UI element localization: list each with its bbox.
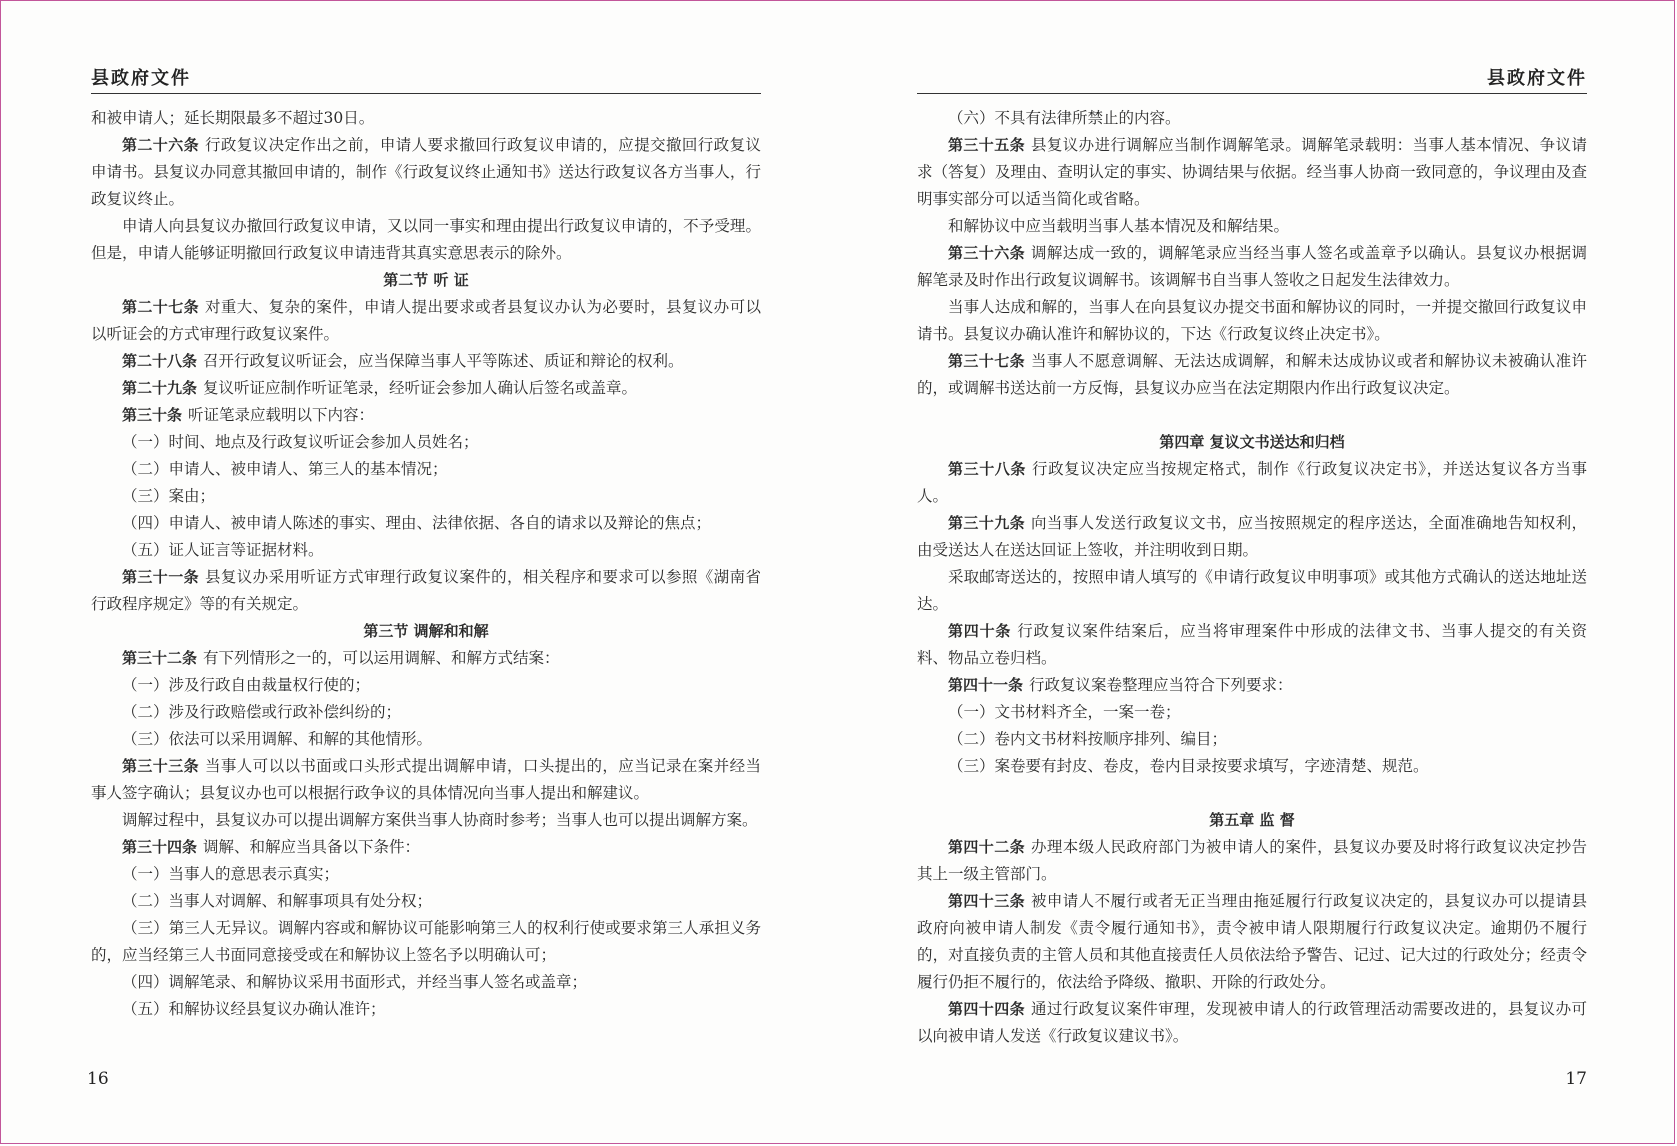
article-40 [917,618,1587,672]
article-label: 第三十六条 [948,244,1025,262]
article-30 [91,402,761,429]
paragraph: 当事人达成和解的，当事人在向县复议办提交书面和解协议的同时，一并提交撤回行政复议申请书。县复议办确认准许和解协议的，下达《行政复议终止决定书》。 [917,298,1587,343]
article-text: 有下列情形之一的，可以运用调解、和解方式结案： [203,649,560,667]
article-37 [917,348,1587,402]
article-27 [91,294,761,348]
article-text: 复议听证应制作听证笔录，经听证会参加人确认后签名或盖章。 [203,379,638,397]
list-item: （四）申请人、被申请人陈述的事实、理由、法律依据、各自的请求以及辩论的焦点； [122,514,712,532]
article-31 [91,564,761,618]
list-item: （二）当事人对调解、和解事项具有处分权； [122,892,433,910]
list-item: （一）时间、地点及行政复议听证会参加人员姓名； [122,433,479,451]
article-label: 第二十七条 [122,298,199,316]
paragraph: 调解过程中，县复议办可以提出调解方案供当事人协商时参考；当事人也可以提出调解方案。 [122,811,758,829]
list-item: （四）调解笔录、和解协议采用书面形式，并经当事人签名或盖章； [122,973,588,991]
article-label: 第三十五条 [948,136,1025,154]
page-number: 17 [1565,1069,1587,1089]
article-text: 调解达成一致的，调解笔录应当经当事人签名或盖章予以确认。县复议办根据调解笔录及时作出行政复议调解书。该调解书自当事人签收之日起发生法律效力。 [917,244,1587,289]
article-label: 第四十三条 [948,892,1025,910]
article-38 [917,456,1587,510]
article-text: 当事人不愿意调解、无法达成调解，和解未达成协议或者和解协议未被确认准许的，或调解书送达前一方反悔，县复议办应当在法定期限内作出行政复议决定。 [917,352,1587,397]
article-label: 第四十四条 [948,1000,1025,1018]
article-text: 县复议办采用听证方式审理行政复议案件的，相关程序和要求可以参照《湖南省行政程序规定》等的有关规定。 [91,568,761,613]
article-label: 第四十条 [948,622,1012,640]
article-label: 第三十九条 [948,514,1025,532]
list-item: （五）和解协议经县复议办确认准许； [122,1000,386,1018]
list-item: （一）涉及行政自由裁量权行使的； [122,676,371,694]
article-44 [917,996,1587,1050]
list-item: （三）第三人无异议。调解内容或和解协议可能影响第三人的权利行使或要求第三人承担义务的，应当经第三人书面同意接受或在和解协议上签名予以明确认可； [91,919,761,964]
article-label: 第三十一条 [122,568,199,586]
article-text: 办理本级人民政府部门为被申请人的案件，县复议办要及时将行政复议决定抄告其上一级主管部门。 [917,838,1587,883]
article-text: 行政复议案件结案后，应当将审理案件中形成的法律文书、当事人提交的有关资料、物品立卷归档。 [917,622,1587,667]
article-29 [91,375,761,402]
chapter-heading: 第五章 监 督 [1209,811,1295,829]
paragraph: 申请人向县复议办撤回行政复议申请，又以同一事实和理由提出行政复议申请的，不予受理。但是，申请人能够证明撤回行政复议申请违背其真实意思表示的除外。 [91,217,761,262]
list-item: （三）案卷要有封皮、卷皮，卷内目录按要求填写，字迹清楚、规范。 [948,757,1429,775]
article-text: 调解、和解应当具备以下条件： [203,838,421,856]
article-label: 第三十八条 [948,460,1026,478]
section-heading: 第二节 听 证 [383,271,469,289]
header-title: 县政府文件 [1487,68,1587,89]
article-label: 第二十六条 [122,136,199,154]
article-text: 县复议办进行调解应当制作调解笔录。调解笔录载明：当事人基本情况、争议请求（答复）及理由、查明认定的事实、协调结果与依据。经当事人协商一致同意的，争议理由及查明事实部分可以适当简化或省略。 [917,136,1587,208]
page-header [917,67,1587,94]
article-text: 行政复议决定应当按规定格式，制作《行政复议决定书》，并送达复议各方当事人。 [917,460,1587,505]
list-item: （五）证人证言等证据材料。 [122,541,324,559]
page-body [917,105,1587,1050]
article-36 [917,240,1587,294]
article-text: 召开行政复议听证会，应当保障当事人平等陈述、质证和辩论的权利。 [203,352,684,370]
article-label: 第四十二条 [948,838,1025,856]
article-label: 第三十三条 [122,757,199,775]
header-title: 县政府文件 [91,68,191,89]
article-label: 第三十条 [122,406,183,424]
paragraph: 和被申请人；延长期限最多不超过30日。 [91,109,375,127]
list-item: （三）依法可以采用调解、和解的其他情形。 [122,730,433,748]
list-item: （二）卷内文书材料按顺序排列、编目； [948,730,1228,748]
article-text: 被申请人不履行或者无正当理由拖延履行行政复议决定的，县复议办可以提请县政府向被申请人制发《责令履行通知书》，责令被申请人限期履行行政复议决定。逾期仍不履行的，对直接负责的主管人员和其他直接责任人员依法给予警告、记过、记大过的行政处分；经责令履行仍拒不履行的，依法给予降级、撤职、开除的行政处分。 [917,892,1587,991]
paragraph: 采取邮寄送达的，按照申请人填写的《申请行政复议申明事项》或其他方式确认的送达地址送达。 [917,568,1587,613]
right-page [917,1,1597,1145]
left-page [87,1,771,1145]
spacer [917,402,1587,429]
article-label: 第三十四条 [122,838,198,856]
article-28 [91,348,761,375]
section-heading: 第三节 调解和和解 [363,622,489,640]
article-label: 第四十一条 [948,676,1024,694]
article-41 [917,672,1587,699]
list-item: （六）不具有法律所禁止的内容。 [948,109,1181,127]
article-label: 第三十七条 [948,352,1025,370]
article-text: 对重大、复杂的案件，申请人提出要求或者县复议办认为必要时，县复议办可以以听证会的方式审理行政复议案件。 [91,298,761,343]
article-26 [91,132,761,213]
paragraph: 和解协议中应当载明当事人基本情况及和解结果。 [948,217,1290,235]
list-item: （二）申请人、被申请人、第三人的基本情况； [122,460,448,478]
list-item: （一）当事人的意思表示真实； [122,865,340,883]
article-34 [91,834,761,861]
article-text: 行政复议决定作出之前，申请人要求撤回行政复议申请的，应提交撤回行政复议申请书。县复议办同意其撤回申请的，制作《行政复议终止通知书》送达行政复议各方当事人，行政复议终止。 [91,136,761,208]
article-43 [917,888,1587,996]
article-text: 通过行政复议案件审理，发现被申请人的行政管理活动需要改进的，县复议办可以向被申请人发送《行政复议建议书》。 [917,1000,1587,1045]
article-33 [91,753,761,807]
article-42 [917,834,1587,888]
list-item: （三）案由； [122,487,216,505]
article-text: 听证笔录应载明以下内容： [188,406,375,424]
article-text: 向当事人发送行政复议文书，应当按照规定的程序送达，全面准确地告知权利，由受送达人在送达回证上签收，并注明收到日期。 [917,514,1587,559]
article-label: 第二十八条 [122,352,198,370]
article-label: 第二十九条 [122,379,198,397]
page-number: 16 [87,1069,109,1089]
article-text: 行政复议案卷整理应当符合下列要求： [1029,676,1293,694]
article-label: 第三十二条 [122,649,198,667]
chapter-heading: 第四章 复议文书送达和归档 [1159,433,1345,451]
article-35 [917,132,1587,213]
article-32 [91,645,761,672]
spacer [917,780,1587,807]
page-body [91,105,761,1023]
article-text: 当事人可以以书面或口头形式提出调解申请，口头提出的，应当记录在案并经当事人签字确认；县复议办也可以根据行政争议的具体情况向当事人提出和解建议。 [91,757,761,802]
list-item: （一）文书材料齐全，一案一卷； [948,703,1181,721]
list-item: （二）涉及行政赔偿或行政补偿纠纷的； [122,703,402,721]
page-header [91,67,761,94]
article-39 [917,510,1587,564]
